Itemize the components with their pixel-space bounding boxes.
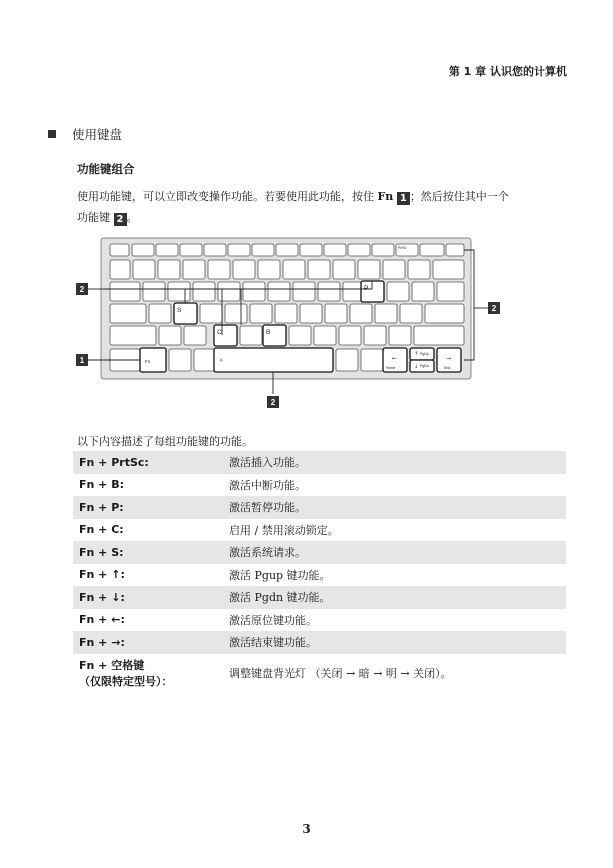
key — [372, 244, 394, 256]
key — [228, 244, 250, 256]
key-prefix: Fn + — [79, 590, 112, 604]
key-label: Home — [386, 366, 396, 370]
key — [218, 282, 240, 301]
key — [361, 349, 383, 371]
arrow-right-icon: → — [111, 635, 121, 649]
table-row — [73, 654, 566, 692]
key — [389, 326, 411, 345]
key — [110, 326, 156, 345]
intro-line-1 — [77, 188, 509, 205]
key — [289, 326, 311, 345]
table-cell-desc: 激活插入功能。 — [223, 451, 566, 474]
subsection-title: 功能键组合 — [77, 162, 135, 176]
arrow-left-icon: ← — [392, 355, 398, 362]
key — [336, 349, 358, 371]
key — [133, 260, 155, 279]
key — [425, 304, 464, 323]
key — [252, 244, 274, 256]
key — [184, 326, 206, 345]
table-cell-desc: 激活暂停功能。 — [223, 496, 566, 519]
key — [243, 282, 265, 301]
arrow-up-icon: ↑ — [111, 568, 121, 582]
key-suffix: : — [120, 568, 125, 582]
key — [110, 244, 129, 256]
intro-text: ；然后按住其中一个 — [409, 190, 509, 203]
table-cell-desc: 激活中断功能。 — [229, 478, 306, 492]
key-label: Fn — [145, 359, 151, 364]
table-cell-key: Fn + PrtSc: — [73, 451, 223, 474]
table-cell-desc: 激活 Pgup 键功能。 — [229, 568, 331, 582]
arrow-right-icon: → — [446, 355, 452, 362]
key — [324, 244, 346, 256]
key — [159, 326, 181, 345]
key — [339, 326, 361, 345]
key — [258, 260, 280, 279]
key — [412, 282, 434, 301]
key — [240, 326, 262, 345]
key — [208, 260, 230, 279]
key-suffix: : — [120, 590, 125, 604]
key — [200, 304, 222, 323]
key — [400, 304, 422, 323]
key-label: S — [177, 307, 182, 314]
callout-number: 1 — [79, 356, 85, 365]
table-cell-key: Fn + B: — [79, 478, 125, 492]
fn-key-label: Fn — [377, 190, 394, 203]
chapter-header: 第 1 章 认识您的计算机 — [448, 65, 567, 78]
key-label: P — [364, 285, 369, 292]
table-cell-key: Fn + P: — [73, 496, 223, 519]
table-intro: 以下内容描述了每组功能键的功能。 — [77, 435, 253, 448]
key-fn — [140, 348, 166, 372]
table-cell-desc: 启用 / 禁用滚动锁定。 — [229, 523, 339, 537]
key — [383, 260, 405, 279]
table-row — [73, 631, 566, 654]
function-key-table — [73, 451, 566, 692]
key — [143, 282, 165, 301]
key-prefix: Fn + — [79, 635, 112, 649]
keyboard-figure — [74, 236, 514, 411]
key-prefix: Fn + — [79, 568, 112, 582]
key — [110, 304, 146, 323]
callout-badge: 1 — [397, 192, 410, 205]
table-cell-desc: 激活系统请求。 — [223, 541, 566, 564]
intro-text: 使用功能键，可以立即改变操作功能。若要使用此功能，按住 — [77, 190, 378, 203]
key-label: PgDn — [420, 364, 429, 368]
table-row — [73, 451, 566, 474]
key — [225, 304, 247, 323]
key — [293, 282, 315, 301]
key — [149, 304, 171, 323]
key — [358, 260, 380, 279]
key — [204, 244, 226, 256]
table-cell-key: Fn + S: — [73, 541, 223, 564]
table-row — [73, 541, 566, 564]
key — [276, 244, 298, 256]
key — [314, 326, 336, 345]
key — [364, 326, 386, 345]
table-cell-key — [73, 631, 223, 654]
key — [183, 260, 205, 279]
key — [110, 260, 130, 279]
table-cell-key — [73, 654, 223, 692]
key-prefix: Fn + — [79, 613, 112, 627]
key-label: C — [217, 329, 222, 336]
backlight-icon: ☼ — [219, 358, 224, 364]
key — [387, 282, 409, 301]
key — [250, 304, 272, 323]
key — [110, 282, 140, 301]
table-cell-key — [73, 564, 223, 587]
key — [420, 244, 444, 256]
intro-text: 。 — [126, 211, 138, 224]
table-cell-desc: 激活原位键功能。 — [229, 613, 317, 627]
key — [158, 260, 180, 279]
section-title — [48, 125, 122, 143]
table-cell-desc: 激活 Pgdn 键功能。 — [223, 586, 566, 609]
key — [132, 244, 154, 256]
key — [350, 304, 372, 323]
table-row — [73, 609, 566, 632]
key — [437, 282, 464, 301]
key-label: End — [444, 366, 451, 370]
key-space — [214, 348, 333, 372]
intro-text: 功能键 — [77, 211, 114, 224]
callout-number: 2 — [491, 304, 497, 313]
arrow-up-icon: ↑ — [414, 351, 419, 357]
table-row — [73, 564, 566, 587]
key — [233, 260, 255, 279]
key-line: （仅限特定型号）： — [79, 674, 173, 688]
key — [275, 304, 297, 323]
table-cell-key — [73, 586, 223, 609]
key — [193, 282, 215, 301]
key — [414, 326, 464, 345]
key — [348, 244, 370, 256]
page-number: 3 — [302, 822, 311, 836]
key-line: Fn + 空格键 — [79, 658, 145, 672]
key — [308, 260, 330, 279]
table-row — [73, 586, 566, 609]
key-label: PgUp — [420, 352, 429, 356]
table-cell-desc: 调整键盘背光灯 （关闭 → 暗 → 明 → 关闭）。 — [229, 666, 452, 680]
table-cell-desc: 激活结束键功能。 — [223, 631, 566, 654]
key — [169, 349, 191, 371]
key — [300, 304, 322, 323]
key — [408, 260, 430, 279]
table-row — [73, 474, 566, 497]
key — [268, 282, 290, 301]
key — [433, 260, 464, 279]
table-row — [73, 519, 566, 542]
key — [446, 244, 464, 256]
table-cell-key: Fn + C: — [79, 523, 124, 537]
bullet-square-icon — [48, 130, 56, 138]
key — [156, 244, 178, 256]
key-suffix: : — [120, 635, 125, 649]
table-row — [73, 496, 566, 519]
key — [325, 304, 347, 323]
arrow-down-icon: ↓ — [111, 590, 121, 604]
key — [318, 282, 340, 301]
key — [283, 260, 305, 279]
callout-number: 2 — [270, 398, 276, 407]
key-label: PrtSc — [398, 246, 407, 250]
arrow-left-icon: ← — [111, 613, 121, 627]
callout-badge: 2 — [114, 213, 127, 226]
key-label: B — [266, 329, 271, 336]
key-suffix: : — [120, 613, 125, 627]
key — [375, 304, 397, 323]
key — [333, 260, 355, 279]
callout-number: 2 — [79, 285, 85, 294]
key — [168, 282, 190, 301]
section-title-text: 使用键盘 — [72, 127, 123, 142]
intro-line-2 — [77, 209, 138, 226]
key — [194, 349, 216, 371]
table-cell-key — [73, 609, 223, 632]
key — [300, 244, 322, 256]
arrow-down-icon: ↓ — [414, 364, 419, 370]
key — [180, 244, 202, 256]
